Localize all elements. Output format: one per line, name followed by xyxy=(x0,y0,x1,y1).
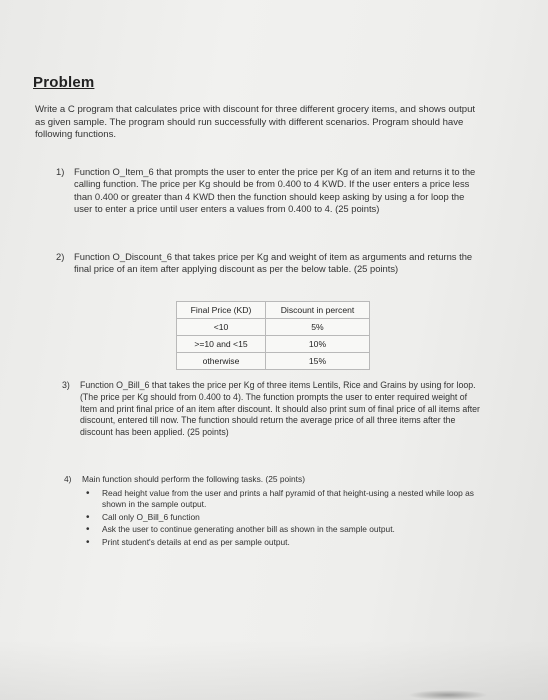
item-number: 1) xyxy=(56,166,65,177)
item-text: Function O_Item_6 that prompts the user to enter the price per Kg of an item and returns it to the calling function. The price per Kg should be from 0.400 to 4 KWD. If the user enters a price less than 0.400 or greater than 4 KWD then the function should keep asking by using a for loop the user to enter a price until user enters a values from 0.400 to 4. (25 points) xyxy=(74,166,476,215)
intro-paragraph: Write a C program that calculates price with discount for three different grocery items, and shows output as given sample. The program should run successfully with different scenarios. Program should have following functions. xyxy=(35,104,476,140)
list-item xyxy=(86,537,484,549)
page-title: Problem xyxy=(33,74,95,91)
list-item xyxy=(86,512,484,524)
item-number: 3) xyxy=(62,380,70,390)
table-cell: 5% xyxy=(266,319,370,336)
bullet-icon: • xyxy=(86,524,90,536)
requirement-item-2 xyxy=(56,251,476,276)
item-number: 4) xyxy=(64,474,72,484)
page-smudge xyxy=(408,690,488,700)
item-number: 2) xyxy=(56,251,65,262)
discount-table xyxy=(176,301,370,370)
requirement-item-1 xyxy=(56,166,476,216)
requirement-item-3 xyxy=(62,380,482,439)
table-header: Final Price (KD) xyxy=(177,302,266,319)
list-item xyxy=(86,488,484,511)
item-text: Main function should perform the following tasks. (25 points) xyxy=(82,474,305,484)
requirement-item-4 xyxy=(64,474,484,550)
list-item-text: Print student's details at end as per sample output. xyxy=(102,536,290,547)
list-item-text: Ask the user to continue generating another bill as shown in the sample output. xyxy=(102,524,395,535)
task-list xyxy=(64,488,484,549)
table-row xyxy=(177,336,370,353)
table-row xyxy=(177,353,370,370)
table-header: Discount in percent xyxy=(266,302,370,319)
table-cell: >=10 and <15 xyxy=(177,336,266,353)
table-cell: 10% xyxy=(266,336,370,353)
list-item-text: Call only O_Bill_6 function xyxy=(102,511,200,522)
table-cell: otherwise xyxy=(177,353,266,370)
item-text: Function O_Discount_6 that takes price per Kg and weight of item as arguments and returns the final price of an item after applying discount as per the below table. (25 points) xyxy=(74,251,473,275)
bullet-icon: • xyxy=(86,536,90,548)
table-cell: 15% xyxy=(266,353,370,370)
list-item xyxy=(86,524,484,536)
table-cell: <10 xyxy=(177,319,266,336)
bullet-icon: • xyxy=(86,487,90,499)
item-text: Function O_Bill_6 that takes the price per Kg of three items Lentils, Rice and Grains by using for loop. (The price per Kg should from 0.400 to 4). The function prompts the user to enter required weight of Item and print final price of an item after discount. It should also print sum of final price of all items after discount, entered till now. The function should return the average price of all three items after the discount has been applied. (25 points) xyxy=(80,380,480,438)
table-header-row xyxy=(177,302,370,319)
bullet-icon: • xyxy=(86,511,90,523)
list-item-text: Read height value from the user and prints a half pyramid of that height-using a nested while loop as shown in the sample output. xyxy=(102,487,474,510)
table-row xyxy=(177,319,370,336)
